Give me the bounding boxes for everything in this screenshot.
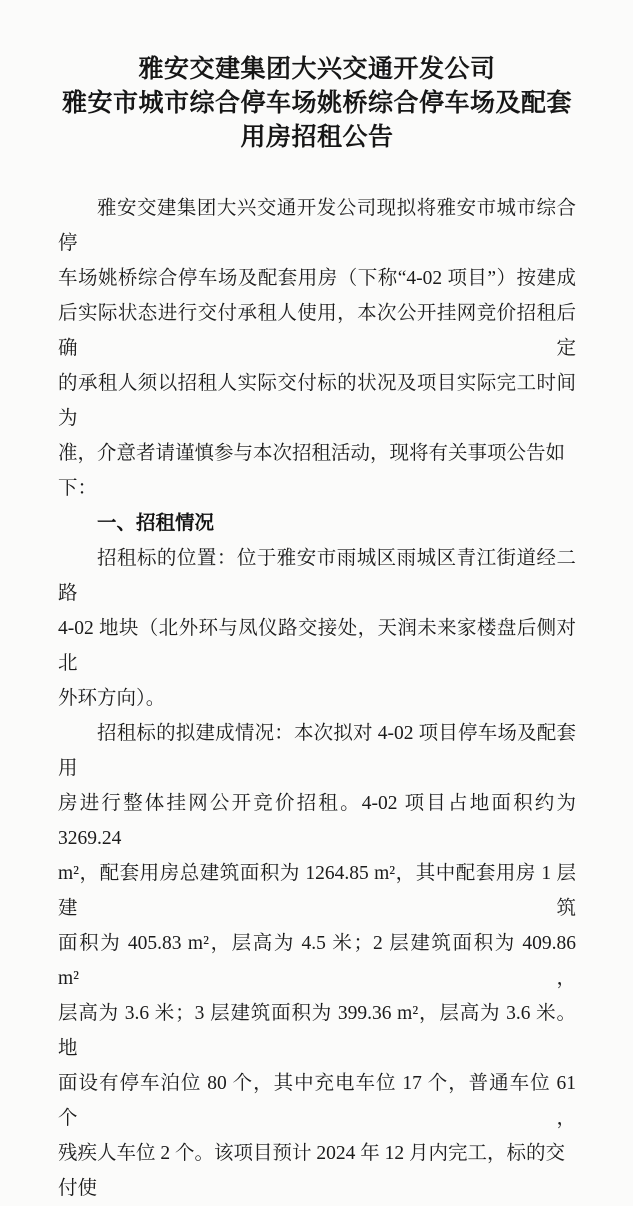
paragraph-line: 4-02 地块（北外环与凤仪路交接处，天润未来家楼盘后侧对北 [58, 618, 576, 674]
paragraph-line: 招租标的拟建成情况：本次拟对 4-02 项目停车场及配套用 [58, 723, 576, 779]
paragraph-line: 准，介意者请谨慎参与本次招租活动，现将有关事项公告如下： [58, 443, 566, 499]
paragraph-line: 面积为 405.83 m²，层高为 4.5 米；2 层建筑面积为 409.86 m²， [58, 933, 576, 989]
paragraph-line: 房进行整体挂网公开竞价招租。4-02 项目占地面积约为 3269.24 [58, 793, 576, 849]
paragraph-line: 面设有停车泊位 80 个，其中充电车位 17 个，普通车位 61 个， [58, 1073, 576, 1129]
section-heading: 一、招租情况 [97, 512, 215, 534]
title-line-3: 用房招租公告 [240, 123, 394, 151]
paragraph-line: 后实际状态进行交付承租人使用，本次公开挂网竞价招租后确定 [58, 303, 576, 359]
paragraph-line: 残疾人车位 2 个。该项目预计 2024 年 12 月内完工，标的交付使 [58, 1143, 566, 1199]
paragraph-line: 招租标的位置：位于雅安市雨城区雨城区青江街道经二路 [58, 548, 576, 604]
paragraph-line: 雅安交建集团大兴交通开发公司现拟将雅安市城市综合停 [58, 198, 576, 254]
title-line-1: 雅安交建集团大兴交通开发公司 [138, 55, 496, 83]
paragraph-line: 外环方向）。 [58, 688, 166, 709]
paragraph-line: 车场姚桥综合停车场及配套用房（下称“4-02 项目”）按建成 [58, 268, 576, 289]
title-line-2: 雅安市城市综合停车场姚桥综合停车场及配套 [61, 89, 572, 117]
paragraph-line: 的承租人须以招租人实际交付标的状况及项目实际完工时间为 [58, 373, 576, 429]
document-title [58, 52, 576, 154]
paragraph-line: m²，配套用房总建筑面积为 1264.85 m²，其中配套用房 1 层建筑 [58, 863, 576, 919]
paragraph-line: 层高为 3.6 米；3 层建筑面积为 399.36 m²，层高为 3.6 米。地 [58, 1003, 576, 1059]
document-body [58, 191, 576, 1206]
